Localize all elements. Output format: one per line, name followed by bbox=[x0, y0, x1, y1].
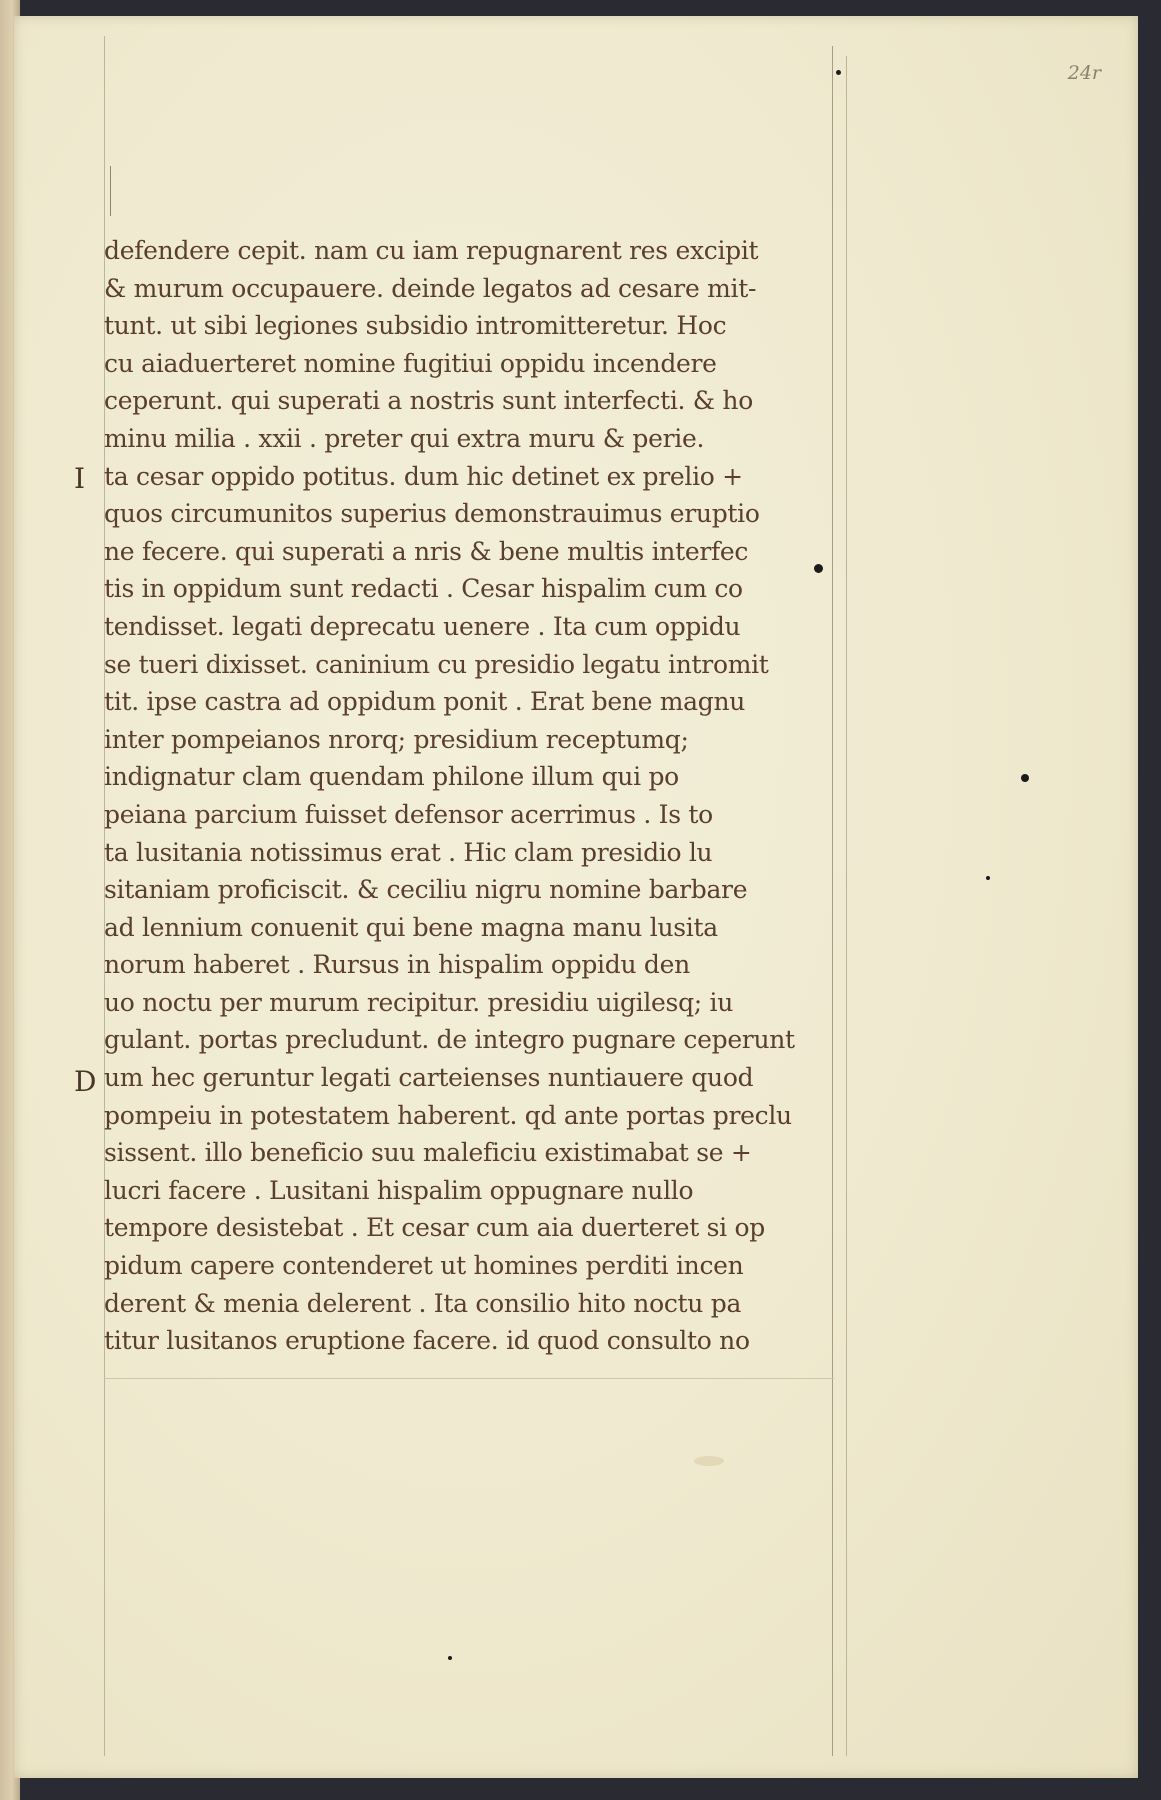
text-line: sitaniam proficiscit. & ceciliu nigru nomine barbare bbox=[104, 875, 748, 905]
text-line: derent & menia delerent . Ita consilio hito noctu pa bbox=[104, 1288, 742, 1318]
text-line: ne fecere. qui superati a nris & bene multis interfec bbox=[104, 536, 749, 566]
manuscript-text bbox=[104, 232, 844, 1360]
ink-dot bbox=[986, 876, 990, 880]
text-line: tendisset. legati deprecatu uenere . Ita cum oppidu bbox=[104, 611, 741, 641]
text-line: se tueri dixisset. caninium cu presidio legatu intromit bbox=[104, 649, 769, 679]
text-line: pidum capere contenderet ut homines perditi incen bbox=[104, 1251, 744, 1281]
text-line: sissent. illo beneficio suu maleficiu existimabat se + bbox=[104, 1138, 752, 1168]
text-line: & murum occupauere. deinde legatos ad cesare mit- bbox=[104, 273, 757, 303]
folio-number: 24r bbox=[1067, 62, 1101, 84]
text-line: minu milia . xxii . preter qui extra muru & perie. bbox=[104, 423, 705, 453]
bottom-ruling-line bbox=[104, 1378, 834, 1379]
text-line: indignatur clam quendam philone illum qui po bbox=[104, 762, 679, 792]
text-line: pompeiu in potestatem haberent. qd ante portas preclu bbox=[104, 1100, 792, 1130]
text-line: gulant. portas precludunt. de integro pugnare ceperunt bbox=[104, 1025, 795, 1055]
margin-dot bbox=[836, 70, 841, 75]
text-line: inter pompeianos nrorq; presidium receptumq; bbox=[104, 724, 689, 754]
text-line: um hec geruntur legati carteienses nuntiauere quod bbox=[104, 1063, 754, 1093]
ink-stain bbox=[694, 1456, 724, 1466]
initial-letter-d: D bbox=[74, 1065, 97, 1098]
text-line: peiana parcium fuisset defensor acerrimus . Is to bbox=[104, 799, 713, 829]
text-line: titur lusitanos eruptione facere. id quod consulto no bbox=[104, 1326, 750, 1356]
text-line: ta cesar oppido potitus. dum hic detinet ex prelio + bbox=[104, 461, 743, 491]
ink-dot bbox=[448, 1656, 452, 1660]
ink-dot bbox=[1021, 774, 1029, 782]
text-line: ceperunt. qui superati a nostris sunt interfecti. & ho bbox=[104, 386, 753, 416]
text-line: defendere cepit. nam cu iam repugnarent res excipit bbox=[104, 236, 759, 265]
text-line: quos circumunitos superius demonstrauimus eruptio bbox=[104, 499, 760, 529]
text-line: tempore desistebat . Et cesar cum aia duerteret si op bbox=[104, 1213, 765, 1243]
left-ruling-tick bbox=[110, 166, 111, 216]
text-line: cu aiaduerteret nomine fugitiui oppidu incendere bbox=[104, 348, 717, 378]
text-line: uo noctu per murum recipitur. presidiu uigilesq; iu bbox=[104, 987, 734, 1017]
right-ruling-line-outer bbox=[846, 56, 847, 1756]
text-line: lucri facere . Lusitani hispalim oppugnare nullo bbox=[104, 1175, 694, 1205]
text-line: ta lusitania notissimus erat . Hic clam presidio lu bbox=[104, 837, 713, 867]
text-line: ad lennium conuenit qui bene magna manu lusita bbox=[104, 912, 718, 942]
text-line: norum haberet . Rursus in hispalim oppidu den bbox=[104, 950, 690, 980]
text-line: tit. ipse castra ad oppidum ponit . Erat bene magnu bbox=[104, 687, 746, 717]
text-line: tunt. ut sibi legiones subsidio intromitteretur. Hoc bbox=[104, 311, 727, 341]
initial-letter-i: I bbox=[74, 462, 86, 495]
text-line: tis in oppidum sunt redacti . Cesar hispalim cum co bbox=[104, 574, 743, 604]
